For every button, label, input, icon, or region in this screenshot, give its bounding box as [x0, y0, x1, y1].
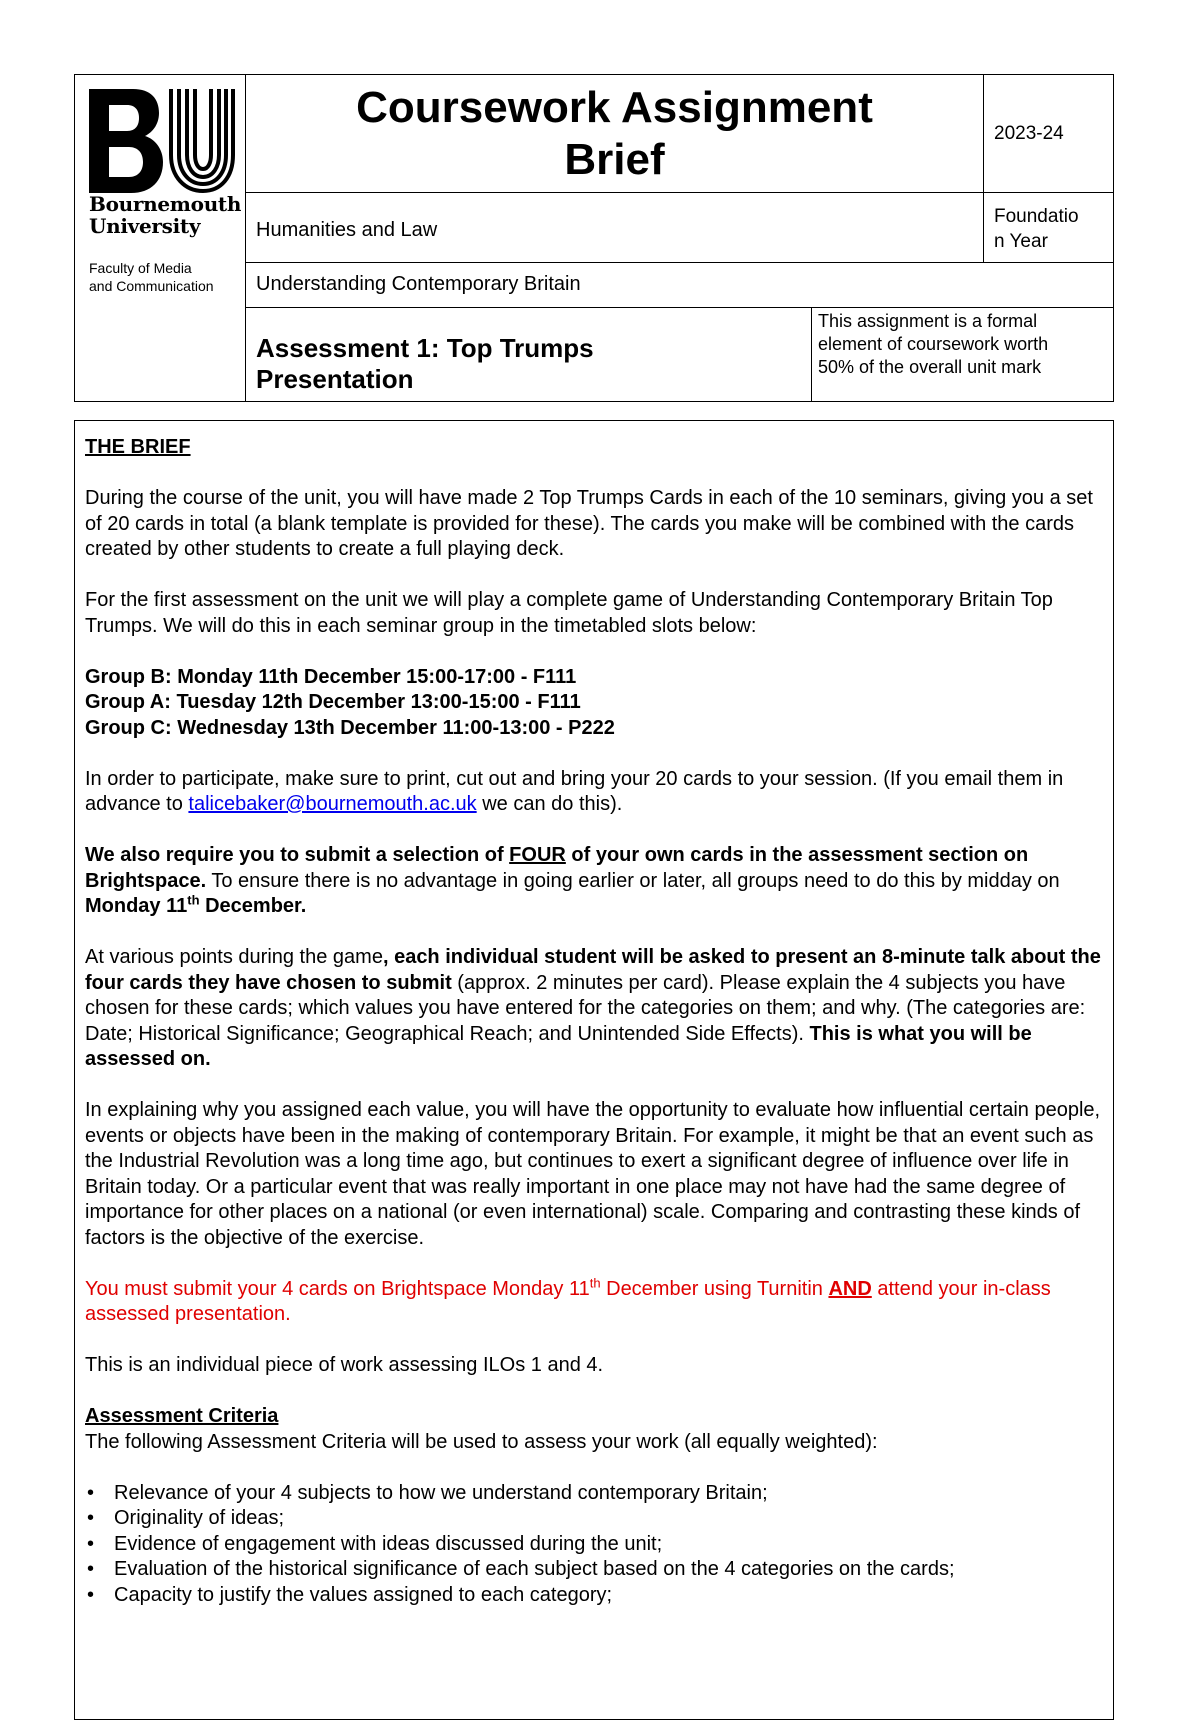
brief-paragraph-ilos: This is an individual piece of work assessing ILOs 1 and 4.	[85, 1354, 604, 1376]
group-a-slot: Group A: Tuesday 12th December 13:00-15:00 - F111	[85, 691, 581, 713]
department: Humanities and Law	[246, 193, 984, 263]
brief-section	[74, 420, 1114, 1720]
list-item: • Evidence of engagement with ideas discussed during the unit;	[85, 1532, 1103, 1558]
list-item: • Evaluation of the historical significance of each subject based on the 4 categories on the cards;	[85, 1557, 1103, 1583]
list-item: • Relevance of your 4 subjects to how we understand contemporary Britain;	[85, 1481, 1103, 1507]
unit-name: Understanding Contemporary Britain	[246, 263, 1113, 308]
list-item: • Originality of ideas;	[85, 1506, 1103, 1532]
criteria-heading: Assessment Criteria	[85, 1405, 279, 1427]
list-item: • Capacity to justify the values assigned to each category;	[85, 1583, 1103, 1609]
brief-paragraph-cards: During the course of the unit, you will have made 2 Top Trumps Cards in each of the 10 seminars, giving you a set of 20 cards in total (a blank template is provided for these). The cards you make will be combined with the cards created by other students to create a full playing deck.	[85, 487, 1093, 560]
level: Foundatio n Year	[984, 193, 1113, 263]
weighting-note: This assignment is a formal element of coursework worth 50% of the overall unit mark	[818, 311, 1049, 377]
brief-paragraph-evaluate: In explaining why you assigned each value, you will have the opportunity to evaluate how influential certain people, events or objects have been in the making of contemporary Britain. For example, it might be that an event such as the Industrial Revolution was a long time ago, but continues to exert a significant degree of influence over life in Britain today. Or a particular event that was really important in one place may not have had the same degree of importance for other places on a national (or even international) scale. Comparing and contrasting these kinds of factors is the objective of the exercise.	[85, 1099, 1101, 1249]
header-table	[74, 74, 1114, 402]
academic-year: 2023-24	[984, 75, 1113, 193]
brief-paragraph-presentation: At various points during the game, each individual student will be asked to present an 8-minute talk about the four cards they have chosen to submit (approx. 2 minutes per card). Please explain the 4 subjects you have chosen for these cards; which values you have entered for the categories on them; and why. (The categories are: Date; Historical Significance; Geographical Reach; and Unintended Side Effects). This is what you will be assessed on.	[85, 946, 1101, 1070]
assessment-title: Assessment 1: Top Trumps Presentation	[246, 308, 812, 401]
brief-paragraph-participate: In order to participate, make sure to print, cut out and bring your 20 cards to your session. (If you email them in advance to talicebaker@bournemouth.ac.uk we can do this).	[85, 767, 1064, 815]
faculty-name: Faculty of Media and Communication	[89, 260, 214, 294]
brief-paragraph-submit: We also require you to submit a selection of FOUR of your own cards in the assessment section on Brightspace. To ensure there is no advantage in going earlier or later, all groups need to do this by midday on Monday 11th December.	[85, 844, 1060, 917]
logo-cell	[75, 75, 246, 401]
group-c-slot: Group C: Wednesday 13th December 11:00-13:00 - P222	[85, 716, 615, 739]
bournemouth-university-logo	[89, 89, 235, 193]
group-b-slot: Group B: Monday 11th December 15:00-17:00 - F111	[85, 665, 577, 688]
criteria-list	[85, 1481, 1103, 1609]
title-cell	[246, 75, 984, 193]
criteria-intro: The following Assessment Criteria will be used to assess your work (all equally weighted):	[85, 1430, 878, 1453]
document-title: Coursework Assignment Brief	[356, 82, 873, 184]
university-name: Bournemouth University	[89, 192, 242, 238]
brief-paragraph-game: For the first assessment on the unit we will play a complete game of Understanding Contemporary Britain Top Trumps. We will do this in each seminar group in the timetabled slots below:	[85, 589, 1053, 637]
email-link[interactable]: talicebaker@bournemouth.ac.uk	[188, 793, 477, 815]
submission-warning: You must submit your 4 cards on Brightspace Monday 11th December using Turnitin AND attend your in-class assessed presentation.	[85, 1274, 1051, 1325]
brief-heading: THE BRIEF	[85, 436, 191, 458]
group-schedule	[85, 665, 1103, 742]
